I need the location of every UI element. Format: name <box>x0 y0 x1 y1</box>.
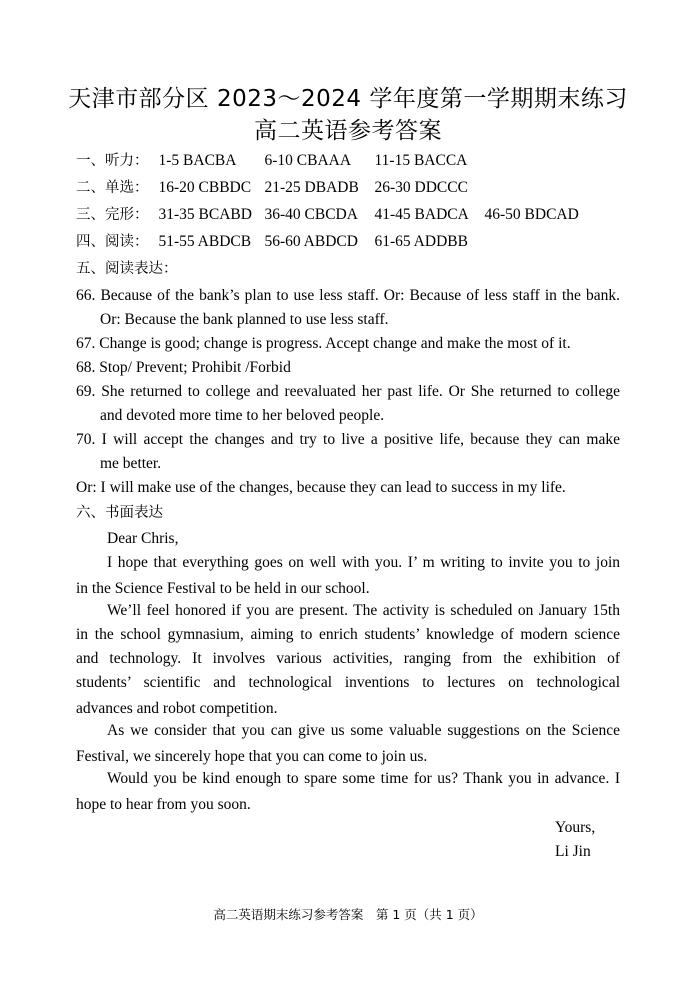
letter-p2-line1: We’ll feel honored if you are present. The activity is scheduled on January 15th <box>107 602 620 619</box>
letter-p4-line1: Would you be kind enough to spare some time for us? Thank you in advance. I <box>107 770 620 787</box>
answer-69-line2: and devoted more time to her beloved people. <box>100 407 385 424</box>
single-choice-answers <box>76 178 468 198</box>
answer-68: 68. Stop/ Prevent; Prohibit /Forbid <box>76 359 291 376</box>
letter-p2-line3: and technology. It involves various activities, ranging from the exhibition of <box>76 650 620 667</box>
answer-70-line1: 70. I will accept the changes and try to live a positive life, because they can make <box>76 431 620 448</box>
listening-label: 一、听力： <box>76 153 149 169</box>
answer-key: 16-20 CBBDC <box>158 179 252 196</box>
answer-key: 31-35 BCABD <box>158 206 252 223</box>
reading-expression-label: 五、阅读表达： <box>76 261 178 277</box>
answer-key: 6-10 CBAAA <box>264 152 352 169</box>
reading-answers <box>76 232 468 252</box>
reading-label: 四、阅读： <box>76 234 149 250</box>
letter-greeting: Dear Chris, <box>107 530 179 547</box>
letter-p4-line2: hope to hear from you soon. <box>76 796 251 813</box>
letter-closing: Yours, <box>555 819 596 836</box>
answer-key: 26-30 DDCCC <box>374 179 468 196</box>
answer-67: 67. Change is good; change is progress. Accept change and make the most of it. <box>76 335 571 352</box>
letter-p1-line1: I hope that everything goes on well with you. I’ m writing to invite you to join <box>107 554 620 571</box>
cloze-answers <box>76 205 579 225</box>
single-choice-label: 二、单选： <box>76 180 149 196</box>
answer-70-alternative: Or: I will make use of the changes, because they can lead to success in my life. <box>76 479 566 496</box>
answer-key: 36-40 CBCDA <box>264 206 358 223</box>
page-subtitle: 高二英语参考答案 <box>254 118 442 144</box>
answer-69-line1: 69. She returned to college and reevaluated her past life. Or She returned to college <box>76 383 620 400</box>
answer-key: 1-5 BACBA <box>158 152 237 169</box>
letter-p2-line4: students’ scientific and technological inventions to lectures on technological <box>76 674 620 691</box>
answer-key: 11-15 BACCA <box>374 152 468 169</box>
listening-answers <box>76 151 467 171</box>
answer-key: 21-25 DBADB <box>264 179 359 196</box>
writing-label: 六、书面表达 <box>76 505 163 521</box>
letter-p2-line2: in the school gymnasium, aiming to enrich students’ knowledge of modern science <box>76 626 620 643</box>
answer-66-line2: Or: Because the bank planned to use less staff. <box>100 311 389 328</box>
answer-key: 61-65 ADDBB <box>374 233 468 250</box>
answer-key: 41-45 BADCA <box>374 206 469 223</box>
answer-66-line1: 66. Because of the bank’s plan to use less staff. Or: Because of less staff in the bank. <box>76 287 620 304</box>
answer-key: 46-50 BDCAD <box>484 206 579 223</box>
answer-key: 51-55 ABDCB <box>158 233 252 250</box>
page-footer: 高二英语期末练习参考答案 第 1 页（共 1 页） <box>213 907 483 922</box>
answer-70-line2: me better. <box>100 455 162 472</box>
page-title: 天津市部分区 2023～2024 学年度第一学期期末练习 <box>68 86 628 112</box>
letter-p2-line5: advances and robot competition. <box>76 700 278 717</box>
letter-p3-line2: Festival, we sincerely hope that you can come to join us. <box>76 748 428 765</box>
letter-signature: Li Jin <box>555 843 591 860</box>
letter-p1-line2: in the Science Festival to be held in our school. <box>76 580 370 597</box>
answer-key: 56-60 ABDCD <box>264 233 358 250</box>
cloze-label: 三、完形： <box>76 207 149 223</box>
letter-p3-line1: As we consider that you can give us some valuable suggestions on the Science <box>107 722 620 739</box>
